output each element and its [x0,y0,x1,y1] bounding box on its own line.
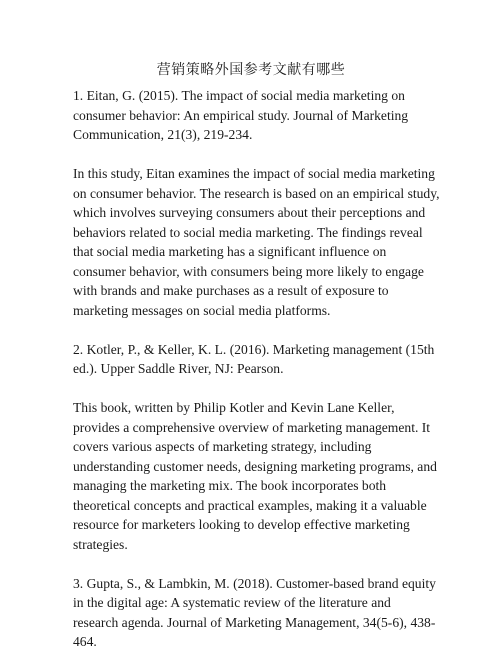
reference-2-citation [73,340,443,379]
summary-line: This book, written by Philip Kotler and Kevin Lane Keller, [73,400,395,415]
citation-line: Communication, 21(3), 219-234. [73,127,253,142]
reference-1-citation [73,86,443,145]
reference-3-citation [73,574,443,652]
citation-line: ed.). Upper Saddle River, NJ: Pearson. [73,361,284,376]
summary-line: marketing messages on social media platforms. [73,302,331,318]
summary-line: understanding customer needs, designing marketing programs, and [73,458,437,474]
summary-line: behaviors related to social media marketing. The findings reveal [73,224,423,240]
summary-line: consumer behavior, with consumers being more likely to engage [73,263,424,279]
citation-line: 3. Gupta, S., & Lambkin, M. (2018). Customer-based brand equity [73,575,436,591]
page-title: 营销策略外国参考文献有哪些 [156,62,346,78]
summary-line: with brands and make purchases as a result of exposure to [73,283,389,298]
summary-line: strategies. [73,536,128,552]
citation-line: 1. Eitan, G. (2015). The impact of social media marketing on [73,88,405,103]
summary-line: resource for marketers looking to develop effective marketing [73,517,410,532]
summary-line: that social media marketing has a significant influence on [73,244,387,259]
summary-line: provides a comprehensive overview of marketing management. It [73,419,431,435]
citation-line: research agenda. Journal of Marketing Management, 34(5-6), 438- [73,614,436,630]
citation-line: in the digital age: A systematic review of the literature and [73,595,391,610]
summary-line: In this study, Eitan examines the impact of social media marketing [73,166,435,181]
reference-1-summary [73,164,443,320]
summary-line: theoretical concepts and practical examples, making it a valuable [73,497,427,513]
citation-line: 2. Kotler, P., & Keller, K. L. (2016). Marketing management (15th [73,341,435,357]
summary-line: on consumer behavior. The research is based on an empirical study, [73,185,440,201]
document-body [73,86,443,652]
citation-line: consumer behavior: An empirical study. Journal of Marketing [73,107,409,123]
summary-line: managing the marketing mix. The book incorporates both [73,478,387,493]
citation-line: 464. [73,634,97,649]
reference-2-summary [73,398,443,554]
summary-line: which involves surveying consumers about their perceptions and [73,205,426,220]
summary-line: covers various aspects of marketing strategy, including [73,439,372,454]
